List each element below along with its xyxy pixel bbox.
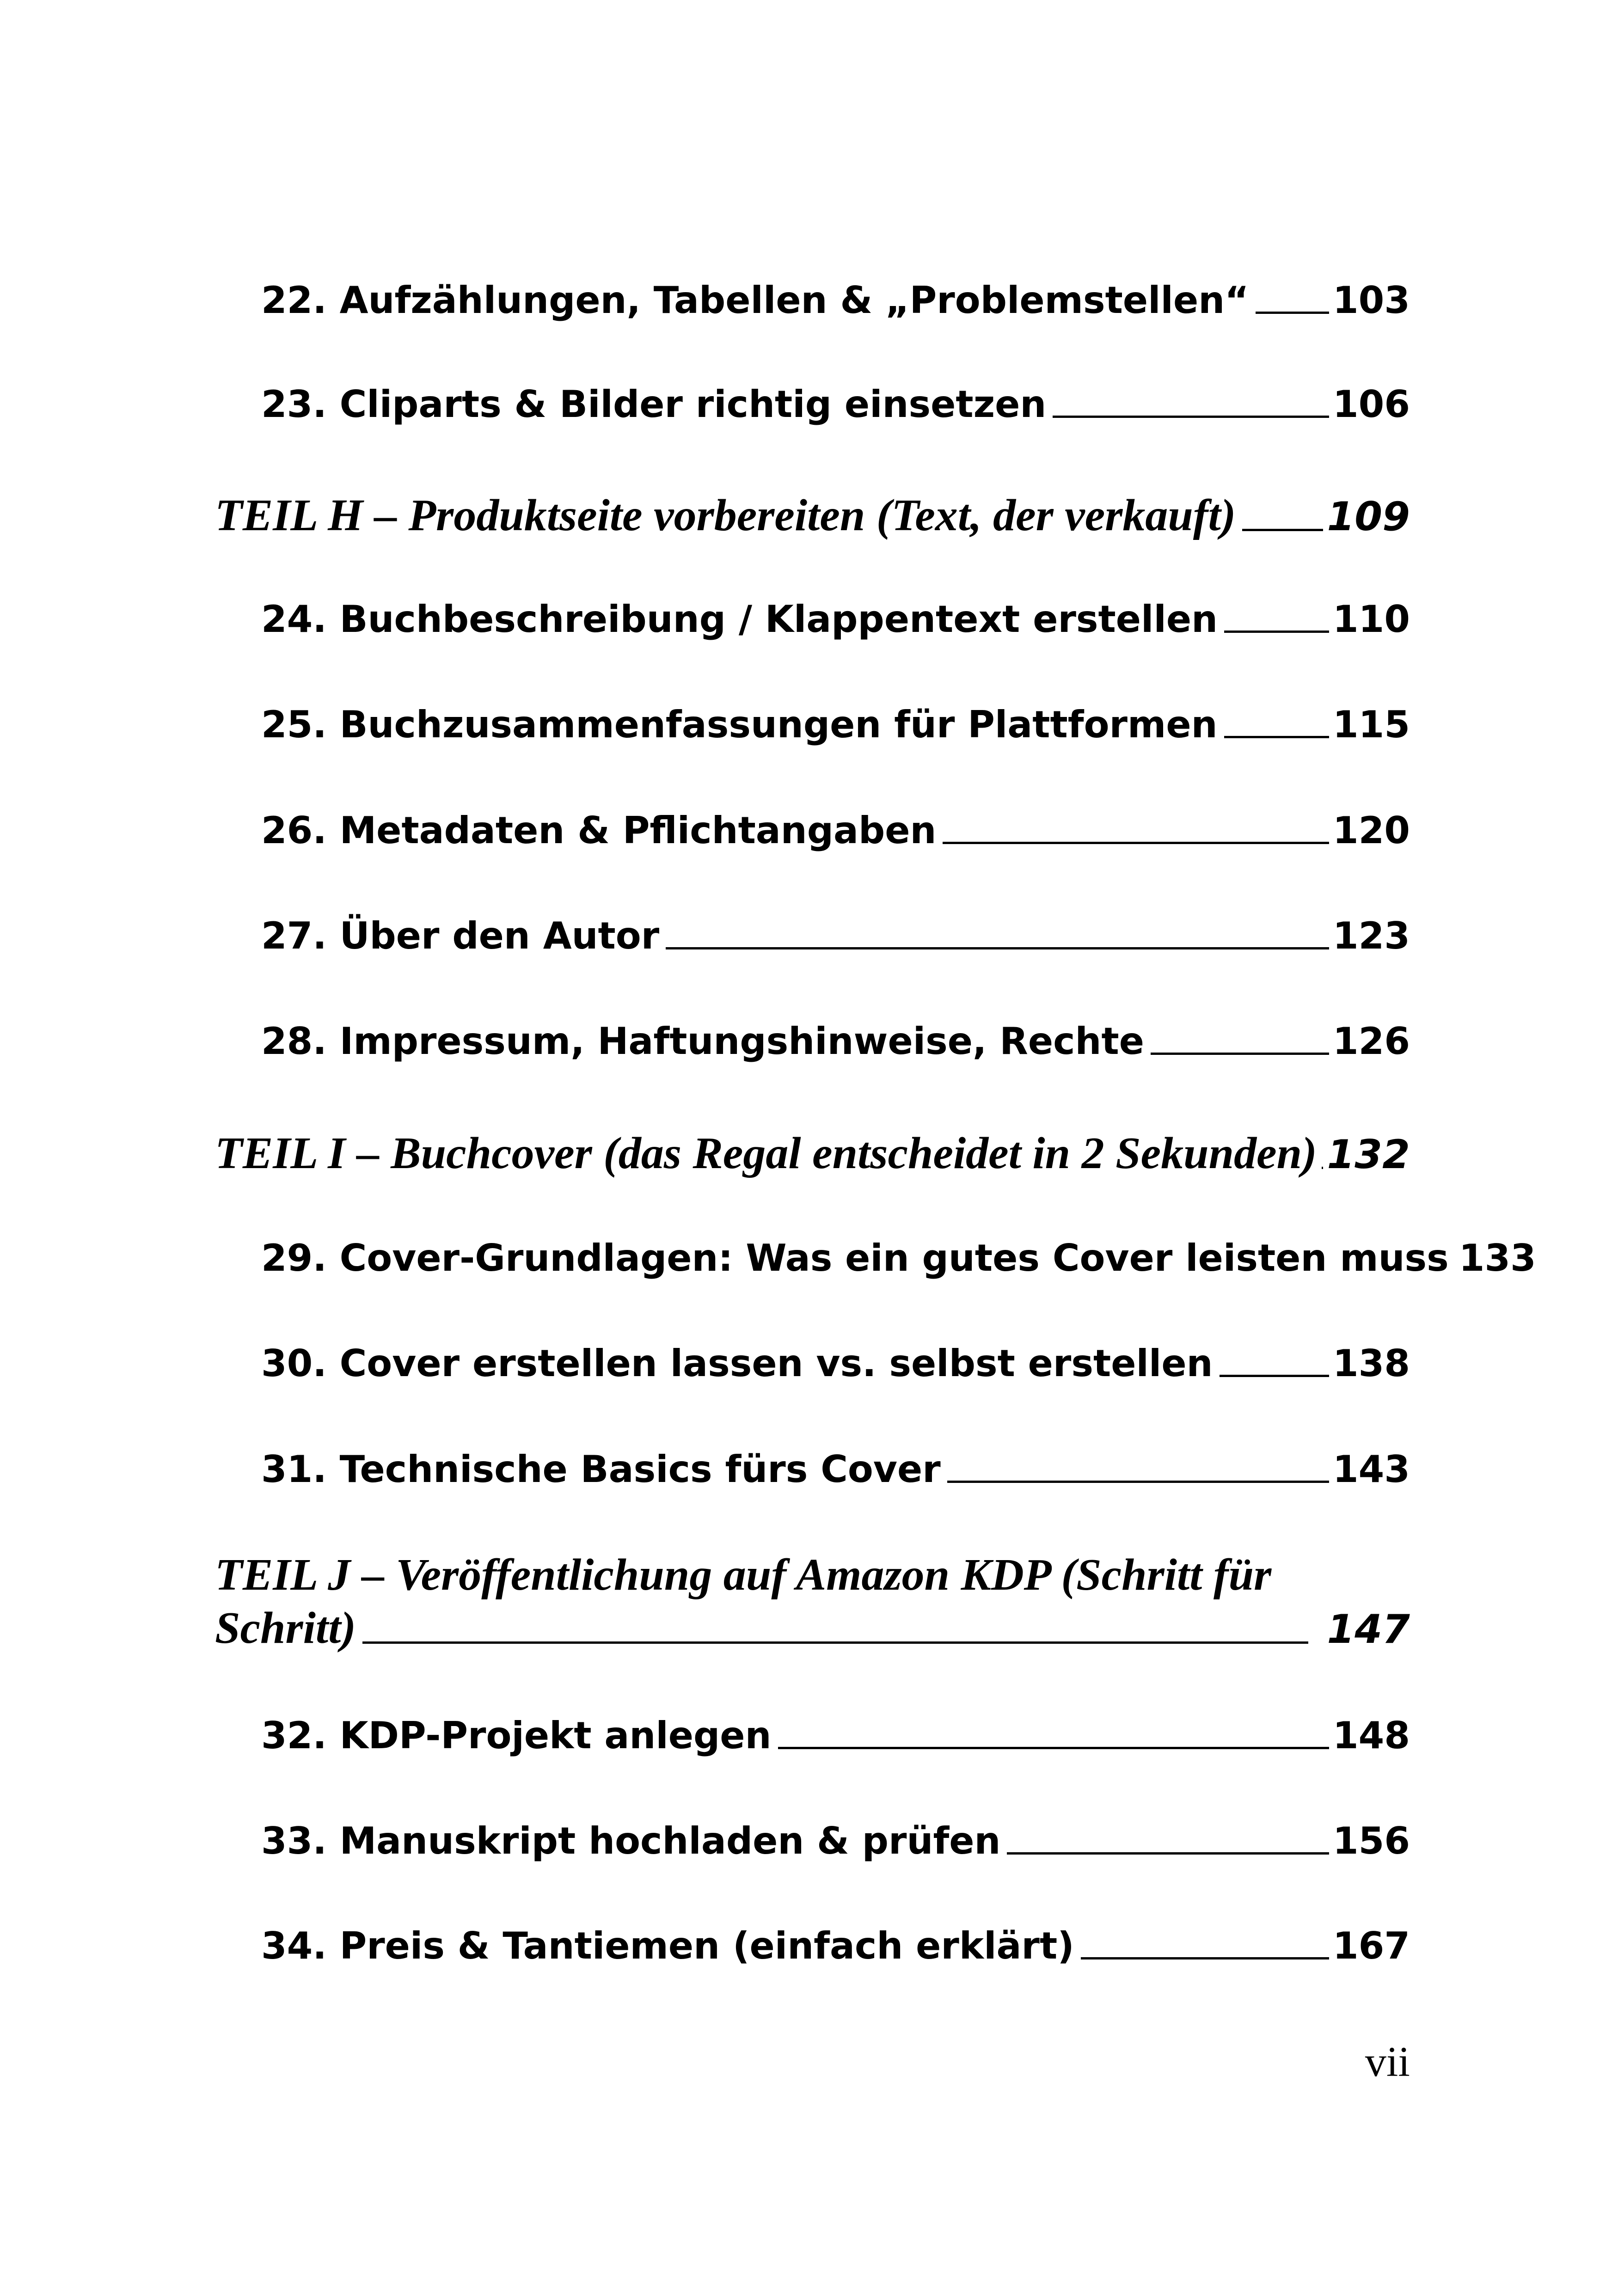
toc-entry-title: 26. Metadaten & Pflichtangaben bbox=[261, 809, 937, 852]
toc-entry-chapter-29[interactable] bbox=[261, 1233, 1536, 1284]
toc-entry-part-h[interactable] bbox=[215, 488, 1410, 543]
toc-part-title-line bbox=[215, 1602, 1410, 1655]
toc-entry-page: 106 bbox=[1333, 383, 1410, 426]
toc-entry-chapter-34[interactable] bbox=[261, 1921, 1410, 1971]
toc-entry-title: 23. Cliparts & Bilder richtig einsetzen bbox=[261, 383, 1047, 426]
toc-entry-part-i[interactable] bbox=[215, 1126, 1410, 1181]
toc-entry-page: 123 bbox=[1333, 914, 1410, 957]
toc-entry-title: 33. Manuskript hochladen & prüfen bbox=[261, 1819, 1001, 1862]
toc-entry-chapter-31[interactable] bbox=[261, 1444, 1410, 1495]
toc-entry-page: 126 bbox=[1333, 1020, 1410, 1063]
toc-entry-chapter-27[interactable] bbox=[261, 911, 1410, 961]
toc-entry-title: 34. Preis & Tantiemen (einfach erklärt) bbox=[261, 1924, 1074, 1967]
toc-entry-page: 143 bbox=[1333, 1448, 1410, 1491]
dot-leader bbox=[362, 1641, 1309, 1644]
toc-entry-title: 31. Technische Basics fürs Cover bbox=[261, 1448, 941, 1491]
toc-entry-title: 28. Impressum, Haftungshinweise, Rechte bbox=[261, 1020, 1144, 1063]
toc-part-title: TEIL J – Veröffentlichung auf Amazon KDP (Schritt für bbox=[215, 1550, 1272, 1600]
toc-entry-page: 120 bbox=[1333, 809, 1410, 852]
dot-leader bbox=[1151, 1053, 1329, 1055]
toc-entry-chapter-32[interactable] bbox=[261, 1710, 1410, 1761]
dot-leader bbox=[1256, 312, 1329, 314]
toc-entry-chapter-23[interactable] bbox=[261, 379, 1410, 430]
dot-leader bbox=[1053, 416, 1329, 418]
dot-leader bbox=[947, 1481, 1329, 1483]
toc-entry-page: 109 bbox=[1327, 494, 1410, 540]
toc-entry-chapter-22[interactable] bbox=[261, 275, 1410, 326]
toc-entry-page: 156 bbox=[1333, 1819, 1410, 1862]
toc-part-title: TEIL I – Buchcover (das Regal entscheidet in 2 Sekunden) bbox=[215, 1128, 1317, 1178]
toc-entry-chapter-26[interactable] bbox=[261, 805, 1410, 856]
toc-entry-title: 27. Über den Autor bbox=[261, 914, 660, 957]
toc-part-title-continued: Schritt) bbox=[215, 1603, 356, 1653]
dot-leader bbox=[1224, 631, 1329, 633]
dot-leader bbox=[1224, 736, 1329, 738]
toc-entry-chapter-24[interactable] bbox=[261, 594, 1410, 645]
toc-entry-page: 133 bbox=[1459, 1237, 1536, 1280]
dot-leader bbox=[1081, 1957, 1329, 1959]
toc-entry-chapter-28[interactable] bbox=[261, 1016, 1410, 1067]
toc-entry-page: 147 bbox=[1327, 1606, 1410, 1653]
toc-entry-title: 29. Cover-Grundlagen: Was ein gutes Cover leisten muss bbox=[261, 1237, 1449, 1280]
dot-leader bbox=[1007, 1852, 1329, 1855]
toc-entry-title: 32. KDP-Projekt anlegen bbox=[261, 1714, 772, 1757]
toc-entry-title: 30. Cover erstellen lassen vs. selbst erstellen bbox=[261, 1342, 1213, 1385]
toc-part-title: TEIL H – Produktseite vorbereiten (Text, der verkauft) bbox=[215, 490, 1236, 540]
toc-entry-chapter-30[interactable] bbox=[261, 1338, 1410, 1389]
toc-part-title-line bbox=[215, 1549, 1410, 1602]
toc-entry-title: 24. Buchbeschreibung / Klappentext erstellen bbox=[261, 598, 1218, 641]
dot-leader bbox=[666, 947, 1329, 949]
dot-leader bbox=[1242, 529, 1323, 531]
toc-entry-page: 103 bbox=[1333, 279, 1410, 322]
toc-entry-part-j[interactable] bbox=[215, 1549, 1410, 1655]
toc-entry-chapter-33[interactable] bbox=[261, 1816, 1410, 1867]
dot-leader bbox=[778, 1747, 1329, 1749]
dot-leader bbox=[1220, 1375, 1329, 1377]
toc-entry-page: 148 bbox=[1333, 1714, 1410, 1757]
toc-entry-page: 138 bbox=[1333, 1342, 1410, 1385]
toc-entry-page: 110 bbox=[1333, 598, 1410, 641]
toc-entry-chapter-25[interactable] bbox=[261, 699, 1410, 750]
toc-entry-page: 115 bbox=[1333, 703, 1410, 746]
page-number: vii bbox=[1365, 2038, 1410, 2085]
dot-leader bbox=[1322, 1167, 1324, 1169]
dot-leader bbox=[943, 842, 1329, 844]
toc-entry-title: 22. Aufzählungen, Tabellen & „Problemstellen“ bbox=[261, 279, 1249, 322]
toc-entry-page: 132 bbox=[1327, 1132, 1410, 1178]
toc-entry-page: 167 bbox=[1333, 1924, 1410, 1967]
toc-entry-title: 25. Buchzusammenfassungen für Plattformen bbox=[261, 703, 1218, 746]
